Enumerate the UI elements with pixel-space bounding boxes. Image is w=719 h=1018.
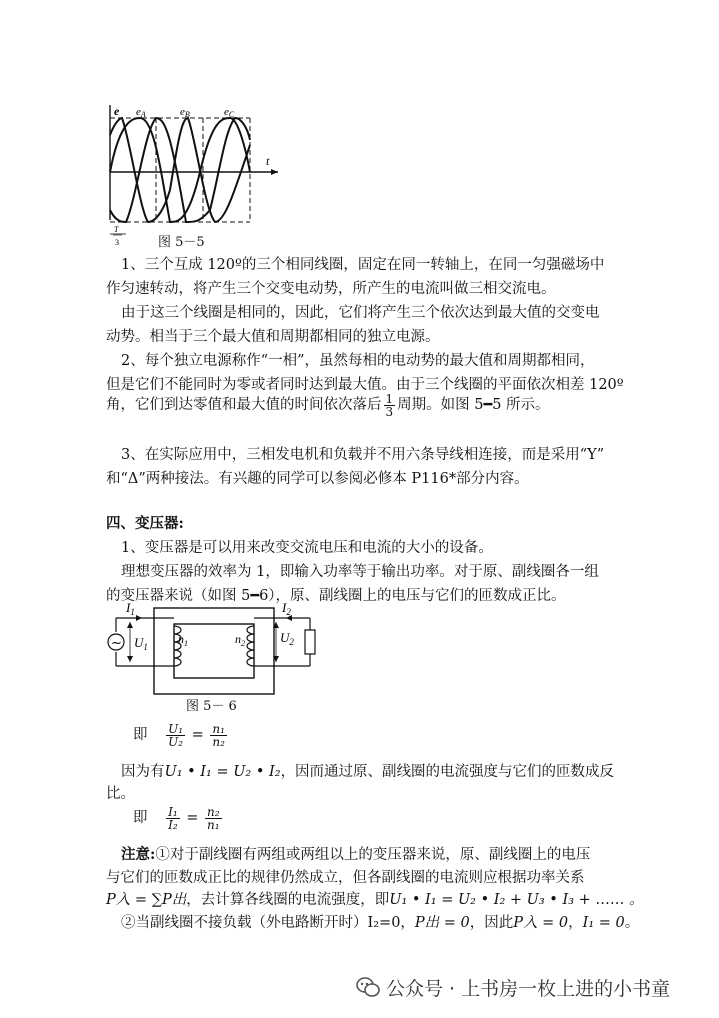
fraction-one-third: $\frac{1}{3}$ bbox=[385, 391, 394, 419]
equation-voltage-ratio: 即 $\frac{\text{U₁}}{\text{U₂}}$ = $\frac{\text{n₁}}{\text{n₂}}$ bbox=[133, 721, 225, 749]
transformer-point-1: 1、变压器是可以用来改变交流电压和电流的大小的设备。 bbox=[121, 540, 493, 556]
paragraph-2-cont: 动势。相当于三个最大值和周期都相同的独立电源。 bbox=[106, 329, 440, 345]
paragraph-3: 2、每个独立电源称作“一相”，虽然每相的电动势的最大值和周期都相同， bbox=[121, 353, 595, 369]
wechat-icon bbox=[356, 976, 380, 998]
watermark-text: 公众号 · 上书房一枚上进的小书童 bbox=[386, 978, 671, 1000]
label-e: e bbox=[114, 104, 120, 118]
label-eB: eB bbox=[180, 106, 190, 119]
transformer-diagram bbox=[104, 598, 324, 698]
label-3: 3 bbox=[115, 238, 119, 247]
paragraph-4-cont: 和“Δ”两种接法。有兴趣的同学可以参阅必修本 P116*部分内容。 bbox=[106, 471, 529, 487]
paragraph-2: 由于这三个线圈是相同的，因此，它们将产生三个依次达到最大值的交变电 bbox=[121, 305, 600, 321]
note-2: ②当副线圈不接负载（外电路断开时）I₂=0，P出 = 0，因此P入 = 0，I₁ = 0。 bbox=[121, 915, 640, 931]
figure-5-6-caption: 图 5－ 6 bbox=[186, 699, 237, 714]
label-eC: eC bbox=[224, 106, 235, 119]
paragraph-1: 1、三个互成 120º的三个相同线圈，固定在同一转轴上，在同一匀强磁场中 bbox=[121, 257, 605, 273]
label-t: t bbox=[266, 154, 270, 168]
note-1-cont: 与它们的匝数成正比的规律仍然成立，但各副线圈的电流则应根据功率关系 bbox=[106, 870, 585, 886]
transformer-ideal-cont: 的变压器来说（如图 5━6），原、副线圈上的电压与它们的匝数成正比。 bbox=[106, 588, 566, 604]
current-relation: 因为有U₁ • I₁ = U₂ • I₂，因而通过原、副线圈的电流强度与它们的匝数成反 bbox=[121, 764, 615, 780]
label-U2: $U_2$ bbox=[280, 630, 294, 647]
figure-5-5-caption: 图 5－5 bbox=[158, 235, 205, 250]
load-resistor-icon bbox=[305, 630, 315, 654]
label-n1: $n_1$ bbox=[178, 632, 188, 648]
note-1: 注意:①对于副线圈有两组或两组以上的变压器来说，原、副线圈上的电压 bbox=[121, 846, 591, 863]
paragraph-1-cont: 作匀速转动，将产生三个交变电动势，所产生的电流叫做三相交流电。 bbox=[106, 281, 556, 297]
equation-current-ratio: 即 $\frac{\text{I₁}}{\text{I₂}}$ = $\frac{\text{n₂}}{\text{n₁}}$ bbox=[133, 804, 220, 832]
label-U1: $U_1$ bbox=[134, 635, 148, 652]
paragraph-3-end: 角，它们到达零值和最大值的时间依次落后 $\frac{1}{3}$ 周期。如图 5━5 所示。 bbox=[106, 391, 550, 419]
label-I2: $I_2$ bbox=[282, 600, 291, 617]
paragraph-3-cont: 但是它们不能同时为零或者同时达到最大值。由于三个线圈的平面依次相差 120º bbox=[106, 377, 624, 393]
section-heading-transformer: 四、变压器: bbox=[106, 515, 184, 532]
label-n2: $n_2$ bbox=[235, 632, 245, 648]
three-phase-waveform-figure bbox=[100, 100, 290, 250]
ac-source-symbol: ~ bbox=[111, 636, 122, 651]
note-1-formula: P入 = ∑P出，去计算各线圈的电流强度，即U₁ • I₁ = U₂ • I₂ + U₃ • I₃ + …… 。 bbox=[106, 892, 644, 908]
label-eA: eA bbox=[136, 106, 146, 119]
current-relation-cont: 比。 bbox=[106, 786, 135, 802]
label-I1: $I_1$ bbox=[126, 600, 135, 617]
label-T: T bbox=[114, 225, 119, 234]
transformer-ideal: 理想变压器的效率为 1，即输入功率等于输出功率。对于原、副线圈各一组 bbox=[121, 564, 599, 580]
paragraph-4: 3、在实际应用中，三相发电机和负载并不用六条导线相连接，而是采用“Y” bbox=[121, 447, 605, 463]
